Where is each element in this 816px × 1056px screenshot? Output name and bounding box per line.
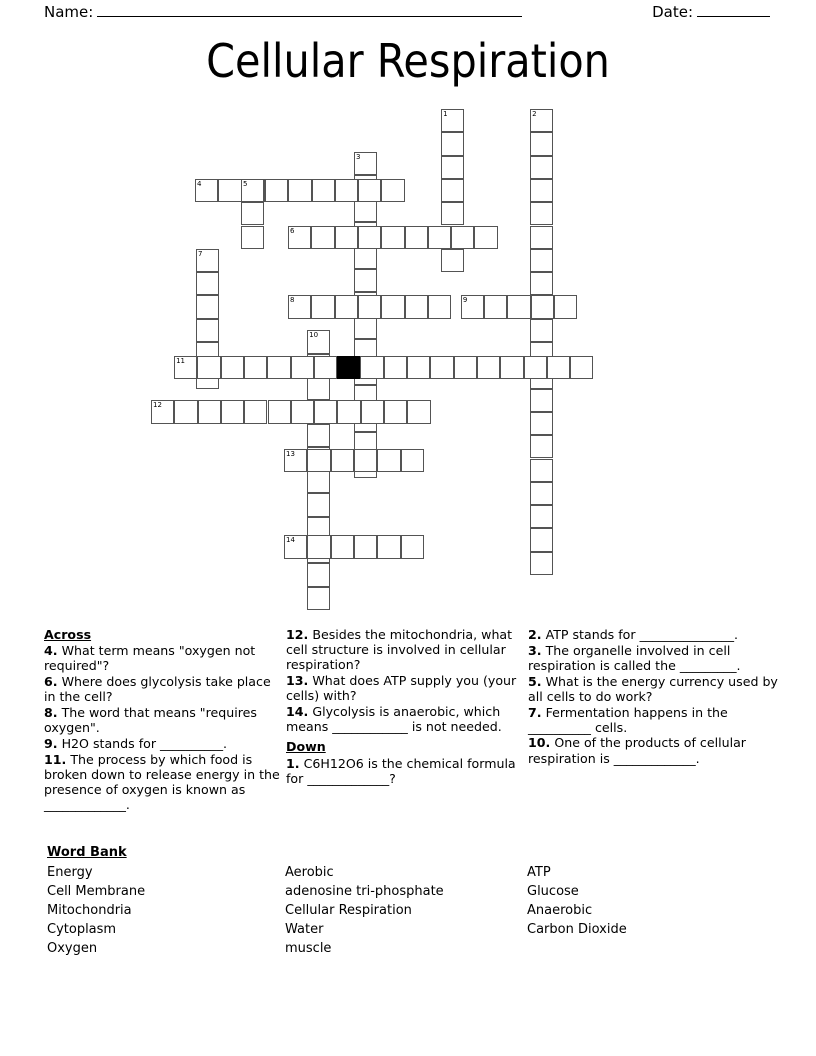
crossword-cell[interactable]: [530, 156, 553, 179]
clue-item: [44, 674, 284, 704]
crossword-cell-number: 5: [242, 179, 248, 188]
crossword-cell[interactable]: [377, 535, 400, 558]
word-bank-column-2: [285, 863, 444, 958]
crossword-cell-number: 12: [153, 401, 162, 410]
clue-number: 10.: [528, 735, 551, 751]
across-clue-list-part1: [44, 643, 284, 812]
crossword-cell[interactable]: [530, 459, 553, 482]
clue-number: 1.: [286, 755, 300, 771]
clue-text: The organelle involved in cell respiration is called the _________.: [528, 642, 741, 673]
clue-text: What term means "oxygen not required"?: [44, 643, 256, 674]
crossword-cell[interactable]: [454, 356, 477, 379]
crossword-cell[interactable]: [358, 295, 381, 318]
crossword-cell[interactable]: [530, 505, 553, 528]
crossword-cell[interactable]: [244, 400, 267, 423]
crossword-cell[interactable]: [554, 295, 577, 318]
crossword-cell[interactable]: [451, 226, 474, 249]
clue-number: 14.: [286, 704, 309, 720]
word-bank-item: Energy: [47, 865, 93, 880]
crossword-cell[interactable]: [241, 179, 264, 202]
clue-text: Glycolysis is anaerobic, which means ____________ is not needed.: [286, 704, 502, 735]
crossword-cell-number: 9: [462, 296, 468, 305]
crossword-cell[interactable]: [530, 389, 553, 412]
clue-item: [528, 627, 780, 642]
word-bank-section: [47, 843, 783, 956]
crossword-cell[interactable]: [307, 377, 330, 400]
crossword-cell[interactable]: [530, 319, 553, 342]
crossword-cell[interactable]: [407, 356, 430, 379]
crossword-cell[interactable]: [335, 295, 358, 318]
clue-item: [44, 705, 284, 735]
clue-item: [528, 643, 780, 673]
crossword-cell[interactable]: [530, 249, 553, 272]
crossword-cell[interactable]: [314, 400, 337, 423]
crossword-cell[interactable]: [401, 449, 424, 472]
crossword-cell[interactable]: [331, 449, 354, 472]
clue-number: 3.: [528, 642, 542, 658]
crossword-cell[interactable]: [307, 535, 330, 558]
crossword-cell[interactable]: [530, 412, 553, 435]
word-bank-column-1: [47, 863, 145, 958]
crossword-cell[interactable]: [151, 400, 174, 423]
clue-number: 11.: [44, 751, 67, 767]
clue-text: Where does glycolysis take place in the cell?: [44, 674, 271, 705]
crossword-cell[interactable]: [477, 356, 500, 379]
clue-item: [44, 736, 284, 751]
crossword-cell[interactable]: [530, 435, 553, 458]
crossword-cell[interactable]: [530, 226, 553, 249]
crossword-cell[interactable]: [291, 400, 314, 423]
crossword-cell[interactable]: [354, 269, 377, 292]
crossword-cell[interactable]: [441, 109, 464, 132]
clue-text: The process by which food is broken down to release energy in the presence of oxygen is known as _____________.: [44, 751, 280, 813]
crossword-cell[interactable]: [354, 315, 377, 338]
crossword-cell[interactable]: [441, 156, 464, 179]
clue-item: [528, 674, 780, 704]
crossword-cell[interactable]: [311, 226, 334, 249]
word-bank-item: Aerobic: [285, 865, 334, 880]
clue-number: 2.: [528, 627, 542, 642]
crossword-cell[interactable]: [241, 226, 264, 249]
crossword-cell[interactable]: [288, 226, 311, 249]
down-clue-list-part1: [286, 756, 526, 786]
crossword-cell[interactable]: [265, 179, 288, 202]
crossword-cell-number: 2: [532, 110, 537, 118]
clue-number: 5.: [528, 673, 542, 689]
crossword-cell[interactable]: [531, 295, 554, 318]
down-clue-list-part2: [528, 627, 780, 766]
crossword-cell[interactable]: [461, 295, 484, 318]
crossword-cell[interactable]: [360, 356, 383, 379]
clues-column-1: [44, 627, 284, 813]
clue-text: What does ATP supply you (your cells) with?: [286, 673, 517, 704]
crossword-cell[interactable]: [312, 179, 335, 202]
crossword-cell[interactable]: [530, 179, 553, 202]
crossword-cell[interactable]: [331, 535, 354, 558]
clue-text: What is the energy currency used by all cells to do work?: [528, 673, 778, 704]
crossword-cell[interactable]: [335, 179, 358, 202]
crossword-cell[interactable]: [441, 132, 464, 155]
crossword-cell[interactable]: [358, 226, 381, 249]
crossword-cell[interactable]: [500, 356, 523, 379]
crossword-cell[interactable]: [530, 132, 553, 155]
crossword-cell[interactable]: [354, 152, 377, 175]
crossword-cell[interactable]: [174, 400, 197, 423]
clue-item: [44, 643, 284, 673]
crossword-cell[interactable]: [221, 356, 244, 379]
across-clue-list-part2: [286, 627, 526, 734]
clue-item: [286, 704, 526, 734]
crossword-cell[interactable]: [267, 356, 290, 379]
word-bank-item: Carbon Dioxide: [527, 922, 627, 937]
crossword-cell[interactable]: [547, 356, 570, 379]
clue-text: H2O stands for __________.: [57, 735, 228, 751]
crossword-cell-number: 14: [286, 536, 295, 545]
crossword-cell[interactable]: [288, 179, 311, 202]
crossword-cell[interactable]: [428, 226, 451, 249]
crossword-cell[interactable]: [381, 179, 404, 202]
crossword-cell[interactable]: [307, 470, 330, 493]
word-bank-item: Oxygen: [47, 941, 98, 956]
word-bank-item: muscle: [285, 941, 332, 956]
crossword-cell[interactable]: [244, 356, 267, 379]
crossword-cell[interactable]: [405, 295, 428, 318]
crossword-cell-number: 10: [309, 331, 319, 340]
crossword-cell[interactable]: [384, 400, 407, 423]
crossword-cell[interactable]: [430, 356, 453, 379]
crossword-cell[interactable]: [474, 226, 497, 249]
crossword-cell[interactable]: [307, 563, 330, 586]
crossword-cell[interactable]: [335, 226, 358, 249]
crossword-cell[interactable]: [507, 295, 530, 318]
crossword-cell[interactable]: [174, 356, 197, 379]
crossword-cell-blocked: [337, 356, 360, 379]
crossword-cell[interactable]: [307, 587, 330, 610]
crossword-cell-number: 3: [355, 153, 361, 162]
crossword-cell[interactable]: [530, 528, 553, 551]
word-bank-item: Mitochondria: [47, 903, 132, 918]
crossword-cell[interactable]: [196, 319, 219, 342]
crossword-cell[interactable]: [361, 400, 384, 423]
clue-number: 4.: [44, 643, 58, 659]
clue-text: One of the products of cellular respiration is _____________.: [528, 735, 746, 766]
clue-item: [528, 705, 780, 735]
crossword-cell[interactable]: [284, 449, 307, 472]
crossword-cell[interactable]: [196, 272, 219, 295]
crossword-cell[interactable]: [354, 199, 377, 222]
crossword-cell[interactable]: [441, 249, 464, 272]
clue-text: Fermentation happens in the __________ cells.: [528, 704, 728, 735]
clue-text: Besides the mitochondria, what cell structure is involved in cellular respiration?: [286, 627, 513, 673]
clues-column-3: [528, 627, 780, 766]
crossword-cell[interactable]: [354, 535, 377, 558]
crossword-cell[interactable]: [307, 493, 330, 516]
word-bank-item: Cytoplasm: [47, 922, 117, 937]
crossword-cell[interactable]: [218, 179, 241, 202]
clue-text: C6H12O6 is the chemical formula for _____________?: [286, 755, 516, 786]
crossword-cell[interactable]: [307, 330, 330, 353]
clue-text: ATP stands for _______________.: [541, 627, 739, 642]
crossword-cell[interactable]: [198, 400, 221, 423]
clue-item: [528, 735, 780, 765]
crossword-cell[interactable]: [381, 226, 404, 249]
clue-item: [286, 756, 526, 786]
word-bank-item: Cell Membrane: [47, 884, 146, 899]
word-bank-item: ATP: [527, 865, 551, 880]
crossword-cell[interactable]: [428, 295, 451, 318]
clue-number: 8.: [44, 705, 58, 721]
crossword-cell[interactable]: [196, 295, 219, 318]
word-bank-item: Water: [285, 922, 324, 937]
crossword-cell[interactable]: [441, 202, 464, 225]
crossword-cell[interactable]: [268, 400, 291, 423]
crossword-cell[interactable]: [570, 356, 593, 379]
word-bank-item: Glucose: [527, 884, 579, 899]
crossword-cell[interactable]: [401, 535, 424, 558]
crossword-cell[interactable]: [358, 179, 381, 202]
across-heading: Across: [44, 627, 92, 642]
crossword-cell[interactable]: [441, 179, 464, 202]
word-bank-item: adenosine tri-phosphate: [285, 884, 444, 899]
clue-number: 7.: [528, 704, 542, 720]
word-bank-heading: Word Bank: [47, 845, 127, 860]
clue-item: [44, 752, 284, 813]
crossword-cell[interactable]: [337, 400, 360, 423]
crossword-cell[interactable]: [307, 449, 330, 472]
word-bank-item: Cellular Respiration: [285, 903, 412, 918]
page-title: Cellular Respiration: [206, 34, 610, 88]
crossword-cell[interactable]: [288, 295, 311, 318]
crossword-cell[interactable]: [307, 424, 330, 447]
clue-number: 9.: [44, 735, 58, 751]
crossword-cell[interactable]: [196, 249, 219, 272]
clue-number: 6.: [44, 674, 58, 690]
clue-text: The word that means "requires oxygen".: [44, 705, 257, 736]
clue-number: 13.: [286, 673, 309, 689]
crossword-cell[interactable]: [484, 295, 507, 318]
crossword-cell-number: 1: [443, 110, 448, 118]
crossword-cell[interactable]: [524, 356, 547, 379]
crossword-cell[interactable]: [284, 535, 307, 558]
crossword-cell[interactable]: [221, 400, 244, 423]
clue-item: [286, 627, 526, 673]
word-bank-column-3: [527, 863, 627, 939]
crossword-cell-number: 8: [290, 296, 295, 305]
clue-item: [286, 673, 526, 703]
down-heading: Down: [286, 739, 326, 755]
crossword-cell[interactable]: [311, 295, 334, 318]
word-bank-item: Anaerobic: [527, 903, 593, 918]
crossword-cell[interactable]: [530, 482, 553, 505]
clue-number: 12.: [286, 627, 309, 642]
crossword-cell-number: 4: [197, 179, 202, 188]
crossword-cell[interactable]: [530, 552, 553, 575]
date-label: Date:: [652, 3, 693, 21]
crossword-cell[interactable]: [195, 179, 218, 202]
crossword-cell[interactable]: [314, 356, 337, 379]
crossword-cell-number: 7: [197, 249, 203, 258]
crossword-cell[interactable]: [241, 202, 264, 225]
crossword-cell[interactable]: [530, 109, 553, 132]
crossword-cell[interactable]: [197, 356, 220, 379]
crossword-cell[interactable]: [530, 272, 553, 295]
name-label: Name:: [44, 3, 94, 21]
crossword-cell[interactable]: [291, 356, 314, 379]
crossword-cell[interactable]: [384, 356, 407, 379]
crossword-cell[interactable]: [530, 202, 553, 225]
clues-column-2: [286, 627, 526, 787]
crossword-cell[interactable]: [405, 226, 428, 249]
crossword-cell-number: 11: [176, 356, 185, 365]
crossword-cell[interactable]: [407, 400, 430, 423]
crossword-cell[interactable]: [354, 449, 377, 472]
crossword-cell-number: 6: [290, 226, 295, 235]
crossword-cell[interactable]: [377, 449, 400, 472]
crossword-cell[interactable]: [381, 295, 404, 318]
crossword-cell-number: 13: [286, 450, 295, 459]
